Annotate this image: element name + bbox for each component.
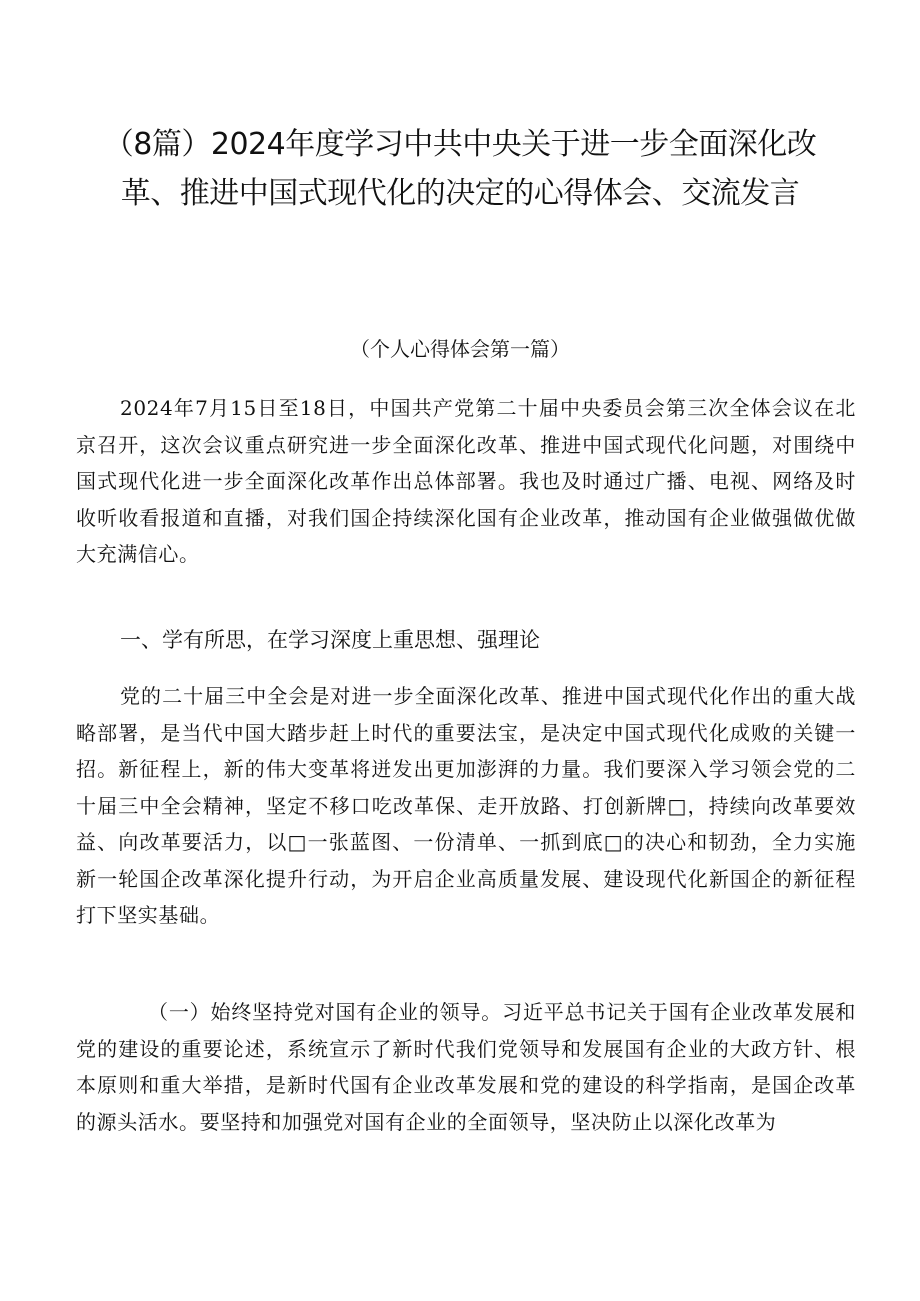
section-one-body: 党的二十届三中全会是对进一步全面深化改革、推进中国式现代化作出的重大战略部署，是当代中国大踏步赶上时代的重要法宝，是决定中国式现代化成败的关键一招。新征程上，新的伟大变革将迸发出更加澎湃的力量。我们要深入学习领会党的二十届三中全会精神，坚定不移口吃改革保、走开放路、打创新牌□，持续向改革要效益、向改革要活力，以□一张蓝图、一份清单、一抓到底□的决心和韧劲，全力实施新一轮国企改革深化提升行动，为开启企业高质量发展、建设现代化新国企的新征程打下坚实基础。 — [76, 684, 856, 927]
document-title: （8篇）2024年度学习中共中央关于进一步全面深化改革、推进中国式现代化的决定的心得体会、交流发言 — [103, 127, 817, 211]
document-subtitle: （个人心得体会第一篇） — [350, 337, 570, 361]
intro-paragraph: 2024年7月15日至18日，中国共产党第二十届中央委员会第三次全体会议在北京召开，这次会议重点研究进一步全面深化改革、推进中国式现代化问题，对围绕中国式现代化进一步全面深化改革作出总体部署。我也及时通过广播、电视、网络及时收听收看报道和直播，对我们国企持续深化国有企业改革，推动国有企业做强做优做大充满信心。 — [76, 396, 856, 566]
section-one-heading: 一、学有所思，在学习深度上重思想、强理论 — [120, 628, 540, 652]
subsection-one-paragraph: （一）始终坚持党对国有企业的领导。习近平总书记关于国有企业改革发展和党的建设的重要论述，系统宣示了新时代我们党领导和发展国有企业的大政方针、根本原则和重大举措，是新时代国有企业改革发展和党的建设的科学指南，是国企改革的源头活水。要坚持和加强党对国有企业的全面领导，坚决防止以深化改革为 — [76, 1000, 856, 1134]
